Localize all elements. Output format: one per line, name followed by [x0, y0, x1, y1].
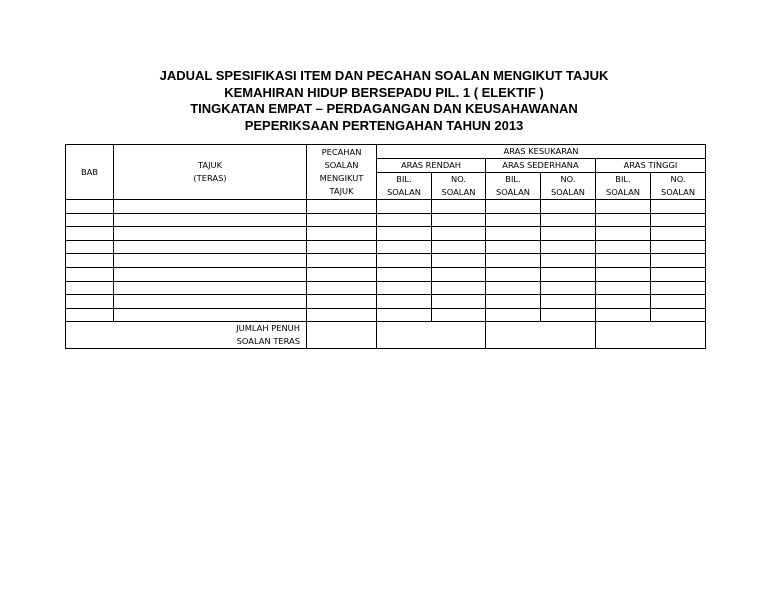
table-cell[interactable]	[432, 240, 486, 254]
table-cell[interactable]	[66, 240, 114, 254]
header-pecahan-line-4: TAJUK	[329, 186, 354, 196]
header-tinggi-bil	[596, 173, 651, 200]
title-line-4: PEPERIKSAAN PERTENGAHAN TAHUN 2013	[244, 117, 524, 133]
table-cell[interactable]	[114, 254, 307, 268]
table-cell[interactable]	[486, 227, 541, 241]
no-line-2: SOALAN	[441, 187, 476, 197]
table-cell[interactable]	[377, 227, 432, 241]
table-cell[interactable]	[651, 240, 706, 254]
no-line-1: NO.	[450, 174, 467, 184]
total-row	[66, 322, 706, 349]
table-cell[interactable]	[651, 200, 706, 214]
no-line-1: NO.	[560, 174, 576, 184]
table-cell[interactable]	[66, 267, 114, 281]
table-cell[interactable]	[307, 295, 377, 309]
header-pecahan	[307, 145, 377, 200]
table-cell[interactable]	[541, 240, 596, 254]
table-cell[interactable]	[66, 227, 114, 241]
table-cell[interactable]	[486, 267, 541, 281]
table-cell[interactable]	[596, 200, 651, 214]
header-tinggi-no	[651, 173, 706, 200]
header-aras-tinggi: ARAS TINGGI	[596, 159, 706, 173]
table-cell[interactable]	[66, 308, 114, 322]
table-cell[interactable]	[66, 254, 114, 268]
table-cell[interactable]	[651, 295, 706, 309]
no-line-2: SOALAN	[550, 187, 586, 197]
table-cell[interactable]	[651, 254, 706, 268]
header-row-1	[66, 145, 706, 159]
table-cell[interactable]	[486, 240, 541, 254]
table-cell[interactable]	[307, 308, 377, 322]
header-aras-sederhana: ARAS SEDERHANA	[486, 159, 596, 173]
title-line-3: TINGKATAN EMPAT – PERDAGANGAN DAN KEUSAHAWANAN	[190, 101, 578, 116]
header-tajuk-line-1: TAJUK	[197, 160, 223, 170]
table-cell[interactable]	[541, 281, 596, 295]
table-cell[interactable]	[114, 227, 307, 241]
table-row	[66, 295, 706, 309]
total-label-line-1: JUMLAH PENUH	[236, 323, 300, 334]
no-line-1: NO.	[670, 174, 686, 184]
table-cell[interactable]	[377, 295, 432, 309]
table-row	[66, 240, 706, 254]
table-cell[interactable]	[596, 254, 651, 268]
table-cell[interactable]	[307, 213, 377, 227]
table-cell[interactable]	[541, 267, 596, 281]
table-cell[interactable]	[432, 200, 486, 214]
table-cell[interactable]	[432, 254, 486, 268]
table-row	[66, 213, 706, 227]
total-label-line-2: SOALAN TERAS	[236, 336, 300, 347]
table-row	[66, 254, 706, 268]
table-cell[interactable]	[114, 213, 307, 227]
header-pecahan-line-1: PECAHAN	[321, 147, 362, 157]
table-cell[interactable]	[307, 267, 377, 281]
table-cell[interactable]	[651, 227, 706, 241]
header-rendah-no	[432, 173, 486, 200]
table-cell[interactable]	[377, 240, 432, 254]
document-title	[0, 68, 768, 134]
specification-table	[65, 144, 706, 349]
header-rendah-bil	[377, 173, 432, 200]
bil-line-1: BIL.	[505, 174, 521, 184]
table-cell[interactable]	[307, 281, 377, 295]
total-label	[66, 322, 307, 349]
table-cell[interactable]	[114, 295, 307, 309]
table-cell[interactable]	[307, 240, 377, 254]
table-cell[interactable]	[596, 213, 651, 227]
table-cell[interactable]	[596, 281, 651, 295]
table-cell[interactable]	[377, 308, 432, 322]
table-cell[interactable]	[432, 295, 486, 309]
table-cell[interactable]	[377, 267, 432, 281]
table-cell[interactable]	[596, 227, 651, 241]
header-bab: BAB	[66, 145, 114, 200]
table-cell[interactable]	[596, 295, 651, 309]
table-cell[interactable]	[432, 308, 486, 322]
table-cell[interactable]	[114, 281, 307, 295]
table-cell[interactable]	[651, 308, 706, 322]
bil-line-1: BIL.	[396, 174, 412, 184]
header-sederhana-no	[541, 173, 596, 200]
total-sederhana-cell[interactable]	[486, 322, 596, 349]
table-cell[interactable]	[486, 213, 541, 227]
bil-line-2: SOALAN	[495, 187, 531, 197]
table-cell[interactable]	[377, 254, 432, 268]
table-cell[interactable]	[114, 240, 307, 254]
title-line-1: JADUAL SPESIFIKASI ITEM DAN PECAHAN SOALAN MENGIKUT TAJUK	[159, 68, 609, 83]
total-tinggi-cell[interactable]	[596, 322, 706, 349]
table-cell[interactable]	[486, 254, 541, 268]
header-tajuk	[114, 145, 307, 200]
header-sederhana-bil	[486, 173, 541, 200]
title-line-2: KEMAHIRAN HIDUP BERSEPADU PIL. 1 ( ELEKTIF )	[224, 84, 544, 100]
table-cell[interactable]	[651, 213, 706, 227]
header-aras-rendah: ARAS RENDAH	[377, 159, 486, 173]
table-cell[interactable]	[66, 281, 114, 295]
table-cell[interactable]	[651, 281, 706, 295]
table-row	[66, 227, 706, 241]
table-cell[interactable]	[596, 240, 651, 254]
table-row	[66, 267, 706, 281]
header-aras-kesukaran: ARAS KESUKARAN	[377, 145, 706, 159]
table-row	[66, 308, 706, 322]
table-cell[interactable]	[541, 227, 596, 241]
table-cell[interactable]	[66, 200, 114, 214]
table-cell[interactable]	[486, 281, 541, 295]
table-cell[interactable]	[114, 267, 307, 281]
table-cell[interactable]	[651, 267, 706, 281]
table-row	[66, 281, 706, 295]
table-cell[interactable]	[541, 213, 596, 227]
table-cell[interactable]	[377, 213, 432, 227]
table-cell[interactable]	[307, 200, 377, 214]
table-cell[interactable]	[596, 308, 651, 322]
table-cell[interactable]	[486, 295, 541, 309]
table-cell[interactable]	[541, 295, 596, 309]
total-pecahan-cell[interactable]	[307, 322, 377, 349]
table-cell[interactable]	[114, 308, 307, 322]
table-cell[interactable]	[541, 254, 596, 268]
header-tajuk-line-2: (TERAS)	[193, 173, 227, 183]
table-cell[interactable]	[377, 281, 432, 295]
table-cell[interactable]	[307, 227, 377, 241]
table-cell[interactable]	[66, 213, 114, 227]
header-pecahan-line-2: SOALAN	[324, 160, 359, 170]
table-cell[interactable]	[432, 281, 486, 295]
table-cell[interactable]	[541, 200, 596, 214]
table-cell[interactable]	[66, 295, 114, 309]
table-cell[interactable]	[432, 267, 486, 281]
bil-line-1: BIL.	[615, 174, 631, 184]
no-line-2: SOALAN	[661, 187, 696, 197]
table-cell[interactable]	[486, 200, 541, 214]
table-cell[interactable]	[541, 308, 596, 322]
table-cell[interactable]	[307, 254, 377, 268]
table-cell[interactable]	[432, 227, 486, 241]
header-pecahan-line-3: MENGIKUT	[319, 173, 364, 183]
table-cell[interactable]	[486, 308, 541, 322]
table-cell[interactable]	[596, 267, 651, 281]
bil-line-2: SOALAN	[605, 187, 641, 197]
table-cell[interactable]	[377, 200, 432, 214]
table-row	[66, 200, 706, 214]
bil-line-2: SOALAN	[386, 187, 422, 197]
total-rendah-cell[interactable]	[377, 322, 486, 349]
table-cell[interactable]	[114, 200, 307, 214]
table-cell[interactable]	[432, 213, 486, 227]
